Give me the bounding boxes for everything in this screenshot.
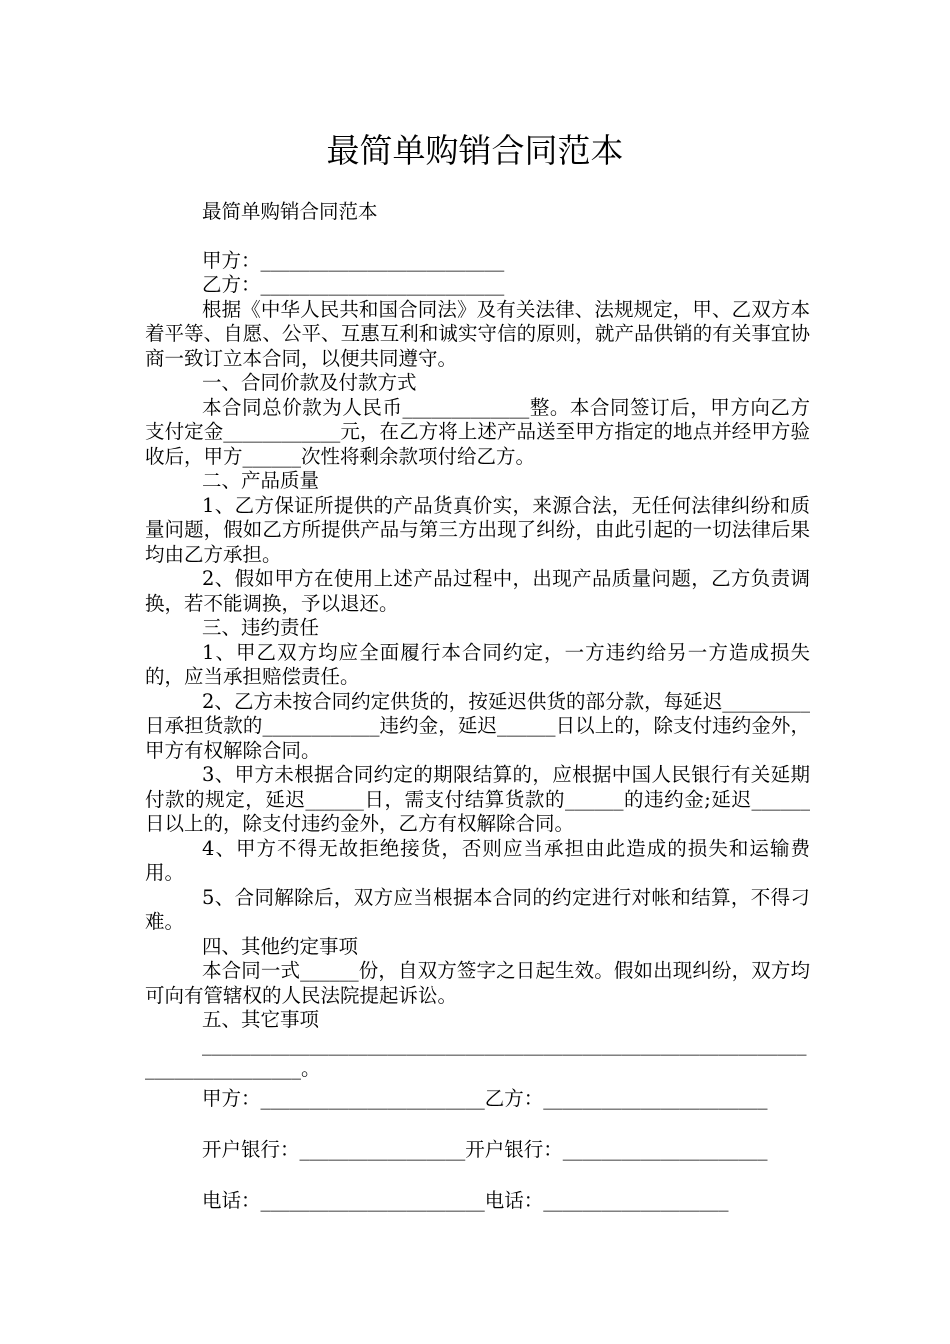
section-paragraph: 2、乙方未按合同约定供货的，按延迟供货的部分款，每延迟_________日承担货款的____________违约金，延迟______日以上的，除支付违约金外，甲方有权解除合同。 — [145, 689, 810, 762]
document-title: 最简单购销合同范本 — [326, 131, 624, 170]
section-heading: 四、其他约定事项 — [202, 934, 359, 958]
section-paragraph: 3、甲方未根据合同约定的期限结算的，应根据中国人民银行有关延期付款的规定，延迟______日，需支付结算货款的______的违约金;延迟______日以上的，除支付违约金外，乙方有权解除合同。 — [145, 763, 810, 835]
section-paragraph: 5、合同解除后，双方应当根据本合同的约定进行对帐和结算，不得刁难。 — [145, 885, 810, 933]
section-heading: 一、合同价款及付款方式 — [202, 371, 417, 394]
signature-party-row: 甲方：_______________________乙方：_______________________ — [202, 1086, 768, 1110]
intro-paragraph: 根据《中华人民共和国合同法》及有关法律、法规规定，甲、乙双方本着平等、自愿、公平、互惠互利和诚实守信的原则，就产品供销的有关事宜协商一致订立本合同，以便共同遵守。 — [145, 297, 810, 370]
section-paragraph: 1、乙方保证所提供的产品货真价实，来源合法，无任何法律纠纷和质量问题，假如乙方所提供产品与第三方出现了纠纷，由此引起的一切法律后果均由乙方承担。 — [145, 493, 810, 566]
party-a-line: 甲方：_________________________ — [202, 248, 505, 272]
party-b-line: 乙方：_________________________ — [202, 273, 505, 296]
section-paragraph: 4、甲方不得无故拒绝接货，否则应当承担由此造成的损失和运输费用。 — [145, 836, 810, 884]
signature-bank-row: 开户银行：_________________开户银行：_____________________ — [202, 1137, 768, 1161]
signature-phone-row: 电话：_______________________电话：___________________ — [202, 1188, 729, 1212]
section-heading: 二、产品质量 — [202, 469, 320, 492]
section-paragraph: 本合同总价款为人民币_____________整。本合同签订后，甲方向乙方支付定金____________元，在乙方将上述产品送至甲方指定的地点并经甲方验收后，甲方______次性将剩余款项付给乙方。 — [145, 395, 810, 468]
section-paragraph: 1、甲乙双方均应全面履行本合同约定，一方违约给另一方造成损失的，应当承担赔偿责任。 — [145, 640, 810, 688]
document-subtitle: 最简单购销合同范本 — [202, 200, 378, 223]
contract-body — [145, 200, 810, 1213]
section-paragraph: ______________________________________________________________________________。 — [145, 1032, 807, 1080]
signature-block — [145, 1086, 810, 1213]
section-heading: 五、其它事项 — [202, 1008, 320, 1031]
section-paragraph: 本合同一式______份，自双方签字之日起生效。假如出现纠纷，双方均可向有管辖权的人民法院提起诉讼。 — [145, 959, 810, 1007]
spacer — [145, 225, 810, 249]
section-heading: 三、违约责任 — [202, 616, 320, 639]
spacer — [145, 1111, 810, 1137]
section-paragraph: 2、假如甲方在使用上述产品过程中，出现产品质量问题，乙方负责调换，若不能调换，予以退还。 — [145, 567, 810, 615]
spacer — [145, 1162, 810, 1188]
